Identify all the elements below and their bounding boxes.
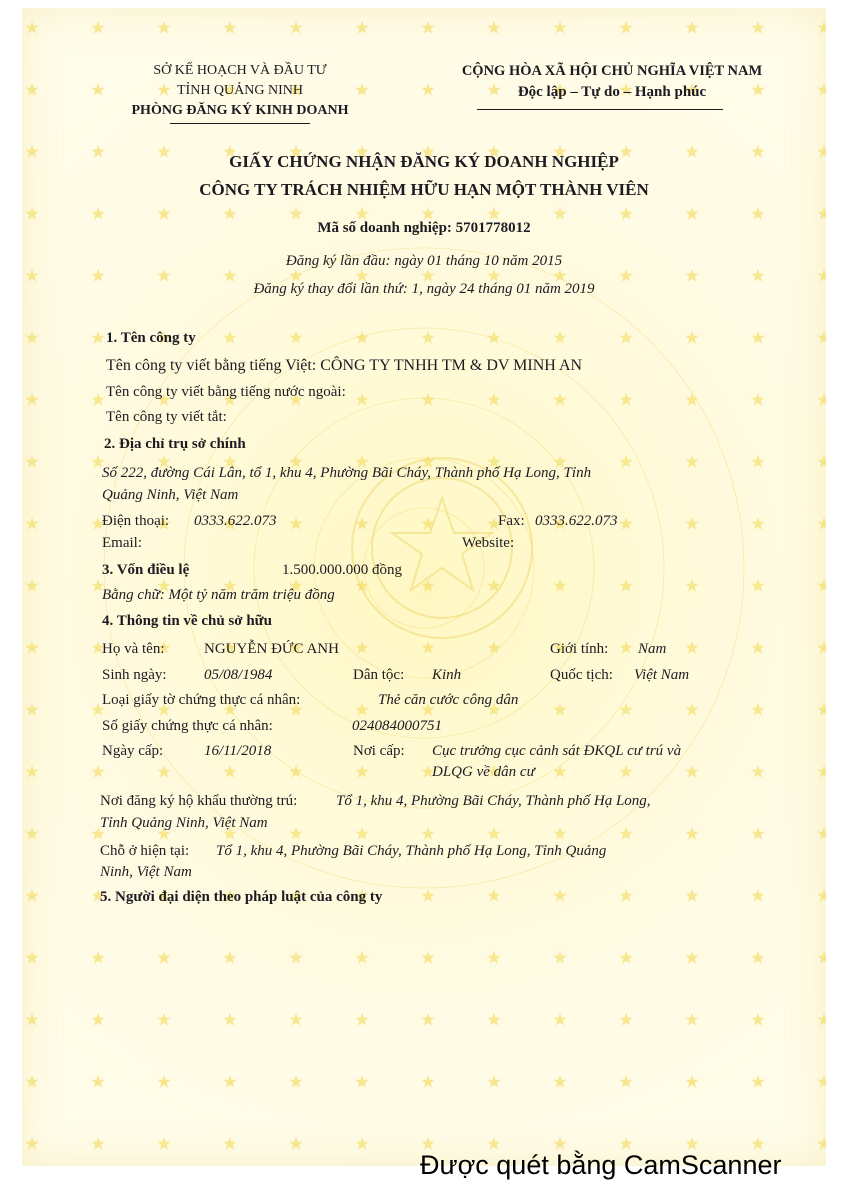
pattern-star bbox=[553, 827, 566, 840]
issue-date-label: Ngày cấp: bbox=[102, 743, 164, 759]
pattern-star bbox=[25, 579, 38, 592]
pattern-star bbox=[751, 207, 764, 220]
pattern-star bbox=[685, 889, 698, 902]
pattern-star bbox=[355, 1075, 368, 1088]
owner-name-label: Họ và tên: bbox=[102, 641, 165, 657]
pattern-star bbox=[487, 1013, 500, 1026]
pattern-star bbox=[421, 889, 434, 902]
pattern-star bbox=[355, 331, 368, 344]
pattern-star bbox=[355, 1013, 368, 1026]
pattern-star bbox=[751, 889, 764, 902]
pattern-star bbox=[751, 517, 764, 530]
pattern-star bbox=[223, 1013, 236, 1026]
current-line1: Tổ 1, khu 4, Phường Bãi Cháy, Thành phố Hạ Long, Tỉnh Quảng bbox=[216, 843, 607, 859]
pattern-star bbox=[289, 1137, 302, 1150]
pattern-star bbox=[817, 765, 826, 778]
pattern-star bbox=[91, 331, 104, 344]
pattern-star bbox=[619, 641, 632, 654]
pattern-star bbox=[817, 207, 826, 220]
pattern-star bbox=[91, 21, 104, 34]
pattern-star bbox=[619, 1013, 632, 1026]
pattern-star bbox=[817, 889, 826, 902]
pattern-star bbox=[25, 765, 38, 778]
camscanner-watermark: Được quét bằng CamScanner bbox=[420, 1150, 782, 1180]
id-type-label: Loại giấy tờ chứng thực cá nhân: bbox=[102, 692, 301, 708]
pattern-star bbox=[421, 1013, 434, 1026]
pattern-star bbox=[553, 393, 566, 406]
pattern-star bbox=[25, 889, 38, 902]
pattern-star bbox=[817, 1075, 826, 1088]
pattern-star bbox=[817, 579, 826, 592]
pattern-star bbox=[289, 827, 302, 840]
pattern-star bbox=[25, 951, 38, 964]
pattern-star bbox=[619, 579, 632, 592]
pattern-star bbox=[817, 83, 826, 96]
pattern-star bbox=[157, 207, 170, 220]
pattern-star bbox=[817, 393, 826, 406]
pattern-star bbox=[223, 1075, 236, 1088]
pattern-star bbox=[25, 207, 38, 220]
nationality-label: Quốc tịch: bbox=[550, 667, 613, 683]
pattern-star bbox=[157, 1137, 170, 1150]
section2-heading: 2. Địa chỉ trụ sở chính bbox=[104, 436, 246, 452]
pattern-star bbox=[355, 703, 368, 716]
ethnic-label: Dân tộc: bbox=[353, 667, 405, 683]
pattern-star bbox=[619, 393, 632, 406]
issue-place-line1: Cục trưởng cục cảnh sát ĐKQL cư trú và bbox=[432, 743, 682, 759]
pattern-star bbox=[553, 1137, 566, 1150]
header-right-underline bbox=[477, 109, 723, 110]
pattern-star bbox=[289, 1075, 302, 1088]
pattern-star bbox=[355, 393, 368, 406]
pattern-star bbox=[817, 827, 826, 840]
enterprise-code: Mã số doanh nghiệp: 5701778012 bbox=[317, 220, 531, 236]
pattern-star bbox=[751, 951, 764, 964]
pattern-star bbox=[25, 703, 38, 716]
pattern-star bbox=[421, 21, 434, 34]
pattern-star bbox=[553, 1075, 566, 1088]
pattern-star bbox=[751, 1013, 764, 1026]
pattern-star bbox=[817, 455, 826, 468]
pattern-star bbox=[751, 641, 764, 654]
pattern-star bbox=[619, 21, 632, 34]
pattern-star bbox=[685, 1137, 698, 1150]
first-registration: Đăng ký lần đầu: ngày 01 tháng 10 năm 2015 bbox=[285, 253, 563, 269]
pattern-star bbox=[751, 393, 764, 406]
id-number-value: 024084000751 bbox=[352, 718, 442, 734]
pattern-star bbox=[223, 21, 236, 34]
company-name-foreign: Tên công ty viết bằng tiếng nước ngoài: bbox=[106, 384, 346, 400]
pattern-star bbox=[91, 951, 104, 964]
header-department: SỞ KẾ HOẠCH VÀ ĐẦU TƯ bbox=[153, 63, 327, 78]
permanent-line1: Tổ 1, khu 4, Phường Bãi Cháy, Thành phố Hạ Long, bbox=[336, 793, 651, 809]
pattern-star bbox=[619, 951, 632, 964]
pattern-star bbox=[553, 703, 566, 716]
pattern-star bbox=[619, 765, 632, 778]
pattern-star bbox=[355, 827, 368, 840]
issue-place-line2: DLQG về dân cư bbox=[432, 764, 535, 780]
pattern-star bbox=[685, 393, 698, 406]
pattern-star bbox=[355, 765, 368, 778]
section5-heading: 5. Người đại diện theo pháp luật của công ty bbox=[100, 889, 383, 905]
pattern-star bbox=[685, 21, 698, 34]
pattern-star bbox=[553, 765, 566, 778]
phone-label: Điện thoại: bbox=[102, 513, 170, 529]
pattern-star bbox=[91, 207, 104, 220]
pattern-star bbox=[421, 1137, 434, 1150]
pattern-star bbox=[421, 641, 434, 654]
pattern-star bbox=[619, 331, 632, 344]
pattern-star bbox=[553, 21, 566, 34]
pattern-star bbox=[553, 579, 566, 592]
gender-value: Nam bbox=[638, 641, 667, 657]
issue-date-value: 16/11/2018 bbox=[204, 743, 272, 759]
section4-heading: 4. Thông tin về chủ sở hữu bbox=[102, 613, 273, 629]
pattern-star bbox=[487, 207, 500, 220]
pattern-star bbox=[553, 951, 566, 964]
pattern-star bbox=[421, 393, 434, 406]
dob-value: 05/08/1984 bbox=[204, 667, 273, 683]
ethnic-value: Kinh bbox=[432, 667, 462, 683]
pattern-star bbox=[91, 1075, 104, 1088]
email-label: Email: bbox=[102, 535, 142, 551]
section3-heading: 3. Vốn điều lệ bbox=[102, 562, 190, 578]
pattern-star bbox=[553, 889, 566, 902]
pattern-star bbox=[421, 951, 434, 964]
header-left-underline bbox=[170, 123, 310, 124]
certificate-paper bbox=[22, 8, 826, 1166]
pattern-star bbox=[553, 207, 566, 220]
pattern-star bbox=[685, 827, 698, 840]
header-province: TỈNH QUẢNG NINH bbox=[177, 83, 303, 98]
pattern-star bbox=[685, 207, 698, 220]
pattern-star bbox=[487, 827, 500, 840]
pattern-star bbox=[91, 1137, 104, 1150]
phone-value: 0333.622.073 bbox=[194, 513, 277, 529]
pattern-star bbox=[619, 889, 632, 902]
pattern-star bbox=[751, 827, 764, 840]
pattern-star bbox=[289, 951, 302, 964]
pattern-star bbox=[817, 331, 826, 344]
pattern-star bbox=[25, 455, 38, 468]
current-label: Chỗ ở hiện tại: bbox=[100, 843, 190, 859]
pattern-star bbox=[289, 765, 302, 778]
pattern-star bbox=[223, 331, 236, 344]
pattern-star bbox=[25, 517, 38, 530]
fax-label: Fax: bbox=[498, 513, 525, 529]
pattern-star bbox=[157, 21, 170, 34]
pattern-star bbox=[289, 207, 302, 220]
pattern-star bbox=[685, 765, 698, 778]
pattern-star bbox=[487, 951, 500, 964]
pattern-star bbox=[817, 1013, 826, 1026]
pattern-star bbox=[289, 331, 302, 344]
pattern-star bbox=[355, 641, 368, 654]
pattern-star bbox=[223, 765, 236, 778]
pattern-star bbox=[487, 641, 500, 654]
pattern-star bbox=[289, 21, 302, 34]
pattern-star bbox=[553, 1013, 566, 1026]
pattern-star bbox=[421, 827, 434, 840]
pattern-star bbox=[817, 517, 826, 530]
pattern-star bbox=[223, 951, 236, 964]
section1-heading: 1. Tên công ty bbox=[106, 330, 196, 346]
company-name-short: Tên công ty viết tắt: bbox=[106, 409, 227, 425]
pattern-star bbox=[157, 1013, 170, 1026]
pattern-star bbox=[25, 331, 38, 344]
pattern-star bbox=[223, 1137, 236, 1150]
pattern-star bbox=[619, 1137, 632, 1150]
change-registration: Đăng ký thay đổi lần thứ: 1, ngày 24 tháng 01 năm 2019 bbox=[253, 281, 595, 297]
pattern-star bbox=[817, 21, 826, 34]
address-line1: Số 222, đường Cái Lân, tổ 1, khu 4, Phường Bãi Cháy, Thành phố Hạ Long, Tỉnh bbox=[102, 465, 592, 481]
pattern-star bbox=[289, 517, 302, 530]
pattern-star bbox=[751, 331, 764, 344]
pattern-star bbox=[685, 579, 698, 592]
company-name-vn: Tên công ty viết bằng tiếng Việt: CÔNG TY TNHH TM & DV MINH AN bbox=[106, 357, 583, 374]
pattern-star bbox=[685, 703, 698, 716]
permanent-label: Nơi đăng ký hộ khẩu thường trú: bbox=[100, 793, 298, 809]
pattern-star bbox=[25, 393, 38, 406]
document-title: GIẤY CHỨNG NHẬN ĐĂNG KÝ DOANH NGHIỆP bbox=[229, 152, 619, 171]
pattern-star bbox=[685, 455, 698, 468]
pattern-star bbox=[751, 579, 764, 592]
pattern-star bbox=[25, 1013, 38, 1026]
pattern-star bbox=[25, 1075, 38, 1088]
pattern-star bbox=[685, 1013, 698, 1026]
pattern-star bbox=[91, 765, 104, 778]
pattern-star bbox=[25, 21, 38, 34]
header-office: PHÒNG ĐĂNG KÝ KINH DOANH bbox=[131, 103, 349, 118]
pattern-star bbox=[817, 951, 826, 964]
owner-name-value: NGUYỄN ĐỨC ANH bbox=[204, 641, 339, 657]
pattern-star bbox=[817, 641, 826, 654]
pattern-star bbox=[685, 951, 698, 964]
pattern-star bbox=[685, 1075, 698, 1088]
pattern-star bbox=[751, 703, 764, 716]
pattern-star bbox=[25, 83, 38, 96]
pattern-star bbox=[487, 331, 500, 344]
id-type-value: Thẻ căn cước công dân bbox=[378, 692, 519, 708]
pattern-star bbox=[421, 1075, 434, 1088]
pattern-star bbox=[619, 207, 632, 220]
website-label: Website: bbox=[462, 535, 515, 551]
current-line2: Ninh, Việt Nam bbox=[100, 864, 192, 880]
pattern-star bbox=[487, 1137, 500, 1150]
pattern-star bbox=[25, 641, 38, 654]
nationality-value: Việt Nam bbox=[634, 667, 690, 683]
pattern-star bbox=[817, 703, 826, 716]
header-country: CỘNG HÒA XÃ HỘI CHỦ NGHĨA VIỆT NAM bbox=[461, 63, 763, 79]
address-line2: Quảng Ninh, Việt Nam bbox=[102, 487, 239, 503]
pattern-star bbox=[157, 765, 170, 778]
pattern-star bbox=[421, 207, 434, 220]
pattern-star bbox=[487, 889, 500, 902]
pattern-star bbox=[619, 1075, 632, 1088]
pattern-star bbox=[355, 951, 368, 964]
pattern-star bbox=[25, 1137, 38, 1150]
pattern-star bbox=[91, 393, 104, 406]
pattern-star bbox=[619, 455, 632, 468]
pattern-star bbox=[91, 1013, 104, 1026]
pattern-star bbox=[487, 393, 500, 406]
pattern-star bbox=[157, 951, 170, 964]
dob-label: Sinh ngày: bbox=[102, 667, 167, 683]
pattern-star bbox=[157, 1075, 170, 1088]
pattern-star bbox=[25, 827, 38, 840]
pattern-star bbox=[355, 207, 368, 220]
pattern-star bbox=[487, 1075, 500, 1088]
pattern-star bbox=[355, 21, 368, 34]
pattern-star bbox=[685, 517, 698, 530]
pattern-star bbox=[817, 1137, 826, 1150]
pattern-star bbox=[289, 1013, 302, 1026]
pattern-star bbox=[751, 455, 764, 468]
gender-label: Giới tính: bbox=[550, 641, 609, 657]
charter-capital-amount: 1.500.000.000 đồng bbox=[282, 562, 402, 578]
pattern-star bbox=[553, 331, 566, 344]
pattern-star bbox=[685, 331, 698, 344]
pattern-star bbox=[355, 1137, 368, 1150]
fax-value: 0333.622.073 bbox=[535, 513, 618, 529]
pattern-star bbox=[751, 1137, 764, 1150]
id-number-label: Số giấy chứng thực cá nhân: bbox=[102, 718, 273, 734]
document-subtitle: CÔNG TY TRÁCH NHIỆM HỮU HẠN MỘT THÀNH VIÊN bbox=[199, 180, 649, 199]
header-motto: Độc lập – Tự do – Hạnh phúc bbox=[517, 84, 707, 100]
charter-capital-words: Bằng chữ: Một tỷ năm trăm triệu đồng bbox=[102, 587, 335, 603]
pattern-star bbox=[751, 765, 764, 778]
pattern-star bbox=[751, 1075, 764, 1088]
permanent-line2: Tỉnh Quảng Ninh, Việt Nam bbox=[100, 815, 268, 831]
pattern-star bbox=[619, 827, 632, 840]
pattern-star bbox=[685, 641, 698, 654]
pattern-star bbox=[751, 21, 764, 34]
pattern-star bbox=[487, 21, 500, 34]
pattern-star bbox=[421, 331, 434, 344]
pattern-star bbox=[91, 83, 104, 96]
issue-place-label: Nơi cấp: bbox=[353, 743, 405, 759]
pattern-star bbox=[619, 517, 632, 530]
pattern-star bbox=[223, 207, 236, 220]
